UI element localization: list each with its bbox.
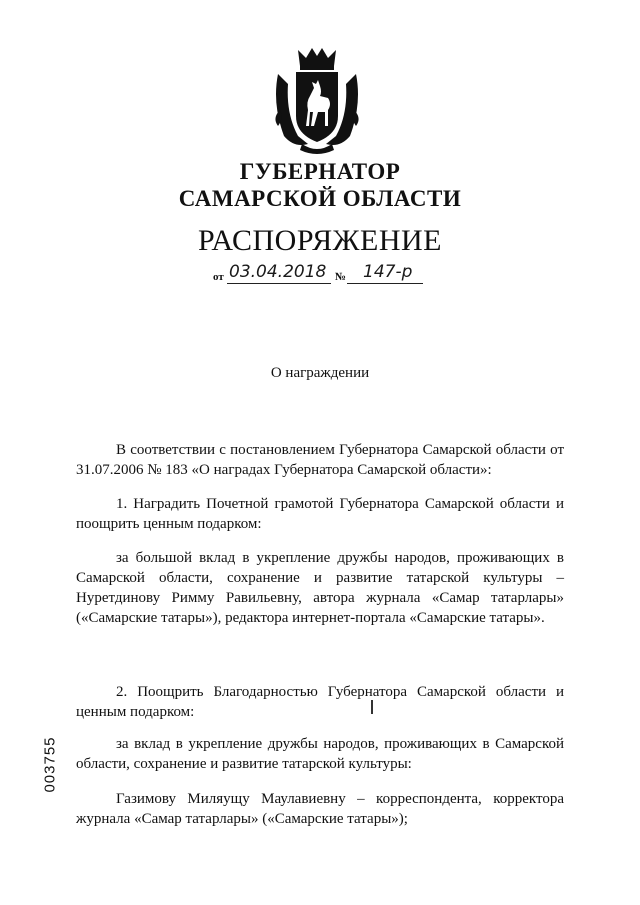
paragraph-item-1: 1. Наградить Почетной грамотой Губернатора Самарской области и поощрить ценным подарком: [76, 496, 564, 532]
side-stamp [38, 730, 62, 806]
document-date: 03.04.2018 [229, 262, 327, 282]
paragraph-item-2: 2. Поощрить Благодарностью Губернатора Самарской области и ценным подарком: [76, 684, 564, 720]
document-number: 147-р [363, 262, 413, 282]
region-title: САМАРСКОЙ ОБЛАСТИ [178, 186, 462, 211]
governor-title: ГУБЕРНАТОР [239, 159, 401, 184]
number-label: № [335, 271, 347, 283]
document-type: РАСПОРЯЖЕНИЕ [197, 224, 443, 257]
document-subject: О награждении [270, 365, 370, 381]
paragraph-item-2-reason: за вклад в укрепление дружбы народов, проживающих в Самарской области, сохранение и развитие татарской культуры: [76, 736, 564, 772]
registration-number: 003755 [41, 736, 59, 793]
date-underline [227, 283, 331, 284]
margin-mark [371, 700, 373, 714]
date-number-line [213, 262, 453, 284]
number-underline [347, 283, 423, 284]
paragraph-item-1-reason: за большой вклад в укрепление дружбы народов, проживающих в Самарской области, сохранение и развитие татарской культуры – Нуретдинову Римму Равильевну, автора журнала «Самар татарлары» («Самарские татары»), редактора интернет-портала «Самарские татары». [76, 550, 564, 626]
date-label: от [213, 271, 224, 283]
paragraph-preamble: В соответствии с постановлением Губернатора Самарской области от 31.07.2006 № 183 «О наградах Губернатора Самарской области»: [76, 442, 564, 478]
samara-coat-of-arms-icon [268, 44, 366, 156]
paragraph-awardee: Газимову Миляущу Маулавиевну – корреспондента, корректора журнала «Самар татарлары» («Самарские татары»); [76, 791, 564, 827]
